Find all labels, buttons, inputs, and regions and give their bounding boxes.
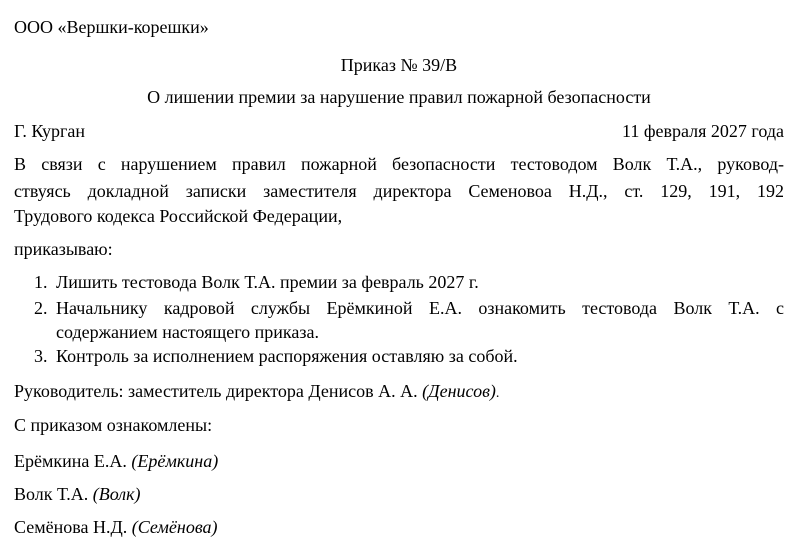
list-item-3: [34, 345, 518, 367]
order-date: 11 февраля 2027 года: [622, 121, 784, 141]
head-label: Руководитель: заместитель директора Денисов А. А.: [14, 381, 418, 401]
signatory-signature: (Ерёмкина): [131, 451, 219, 471]
list-item-2: [34, 297, 56, 319]
organization-name: ООО «Вершки-корешки»: [14, 17, 209, 37]
head-signature: (Денисов): [422, 381, 496, 401]
signatory-row: [14, 483, 141, 505]
place-date-row: [14, 120, 784, 142]
preamble-line-1: В связи с нарушением правил пожарной безопасности тестоводом Волк Т.А., руковод-: [14, 154, 784, 174]
order-subject: О лишении премии за нарушение правил пожарной безопасности: [147, 87, 651, 107]
list-item-1: [34, 271, 479, 293]
order-word: приказываю:: [14, 239, 113, 259]
signatory-signature: (Семёнова): [131, 517, 218, 537]
list-number: 1.: [34, 272, 48, 292]
list-item-2-line-2: содержанием настоящего приказа.: [56, 322, 319, 342]
signatory-signature: (Волк): [92, 484, 141, 504]
list-number: 3.: [34, 346, 48, 366]
order-document: [14, 0, 784, 555]
signatory-name: Семёнова Н.Д.: [14, 517, 128, 537]
list-number: 2.: [34, 298, 48, 318]
list-item-text: Лишить тестовода Волк Т.А. премии за февраль 2027 г.: [56, 272, 479, 292]
signatory-name: Ерёмкина Е.А.: [14, 451, 127, 471]
city: Г. Курган: [14, 121, 86, 141]
acquainted-label: С приказом ознакомлены:: [14, 415, 213, 435]
preamble-line-2: ствуясь докладной записки заместителя директора Семеновоа Н.Д., ст. 129, 191, 192: [14, 181, 784, 201]
order-number: Приказ № 39/В: [340, 55, 458, 75]
preamble-line-3: Трудового кодекса Российской Федерации,: [14, 206, 343, 226]
head-signature-line: [14, 380, 499, 405]
list-item-text: Контроль за исполнением распоряжения оставляю за собой.: [56, 346, 518, 366]
signatory-name: Волк Т.А.: [14, 484, 89, 504]
list-item-2-line-1: Начальнику кадровой службы Ерёмкиной Е.А. ознакомить тестовода Волк Т.А. с: [56, 298, 784, 318]
signatory-row: [14, 450, 218, 472]
signatory-row: [14, 516, 218, 538]
head-trailing-dot: .: [495, 386, 500, 401]
